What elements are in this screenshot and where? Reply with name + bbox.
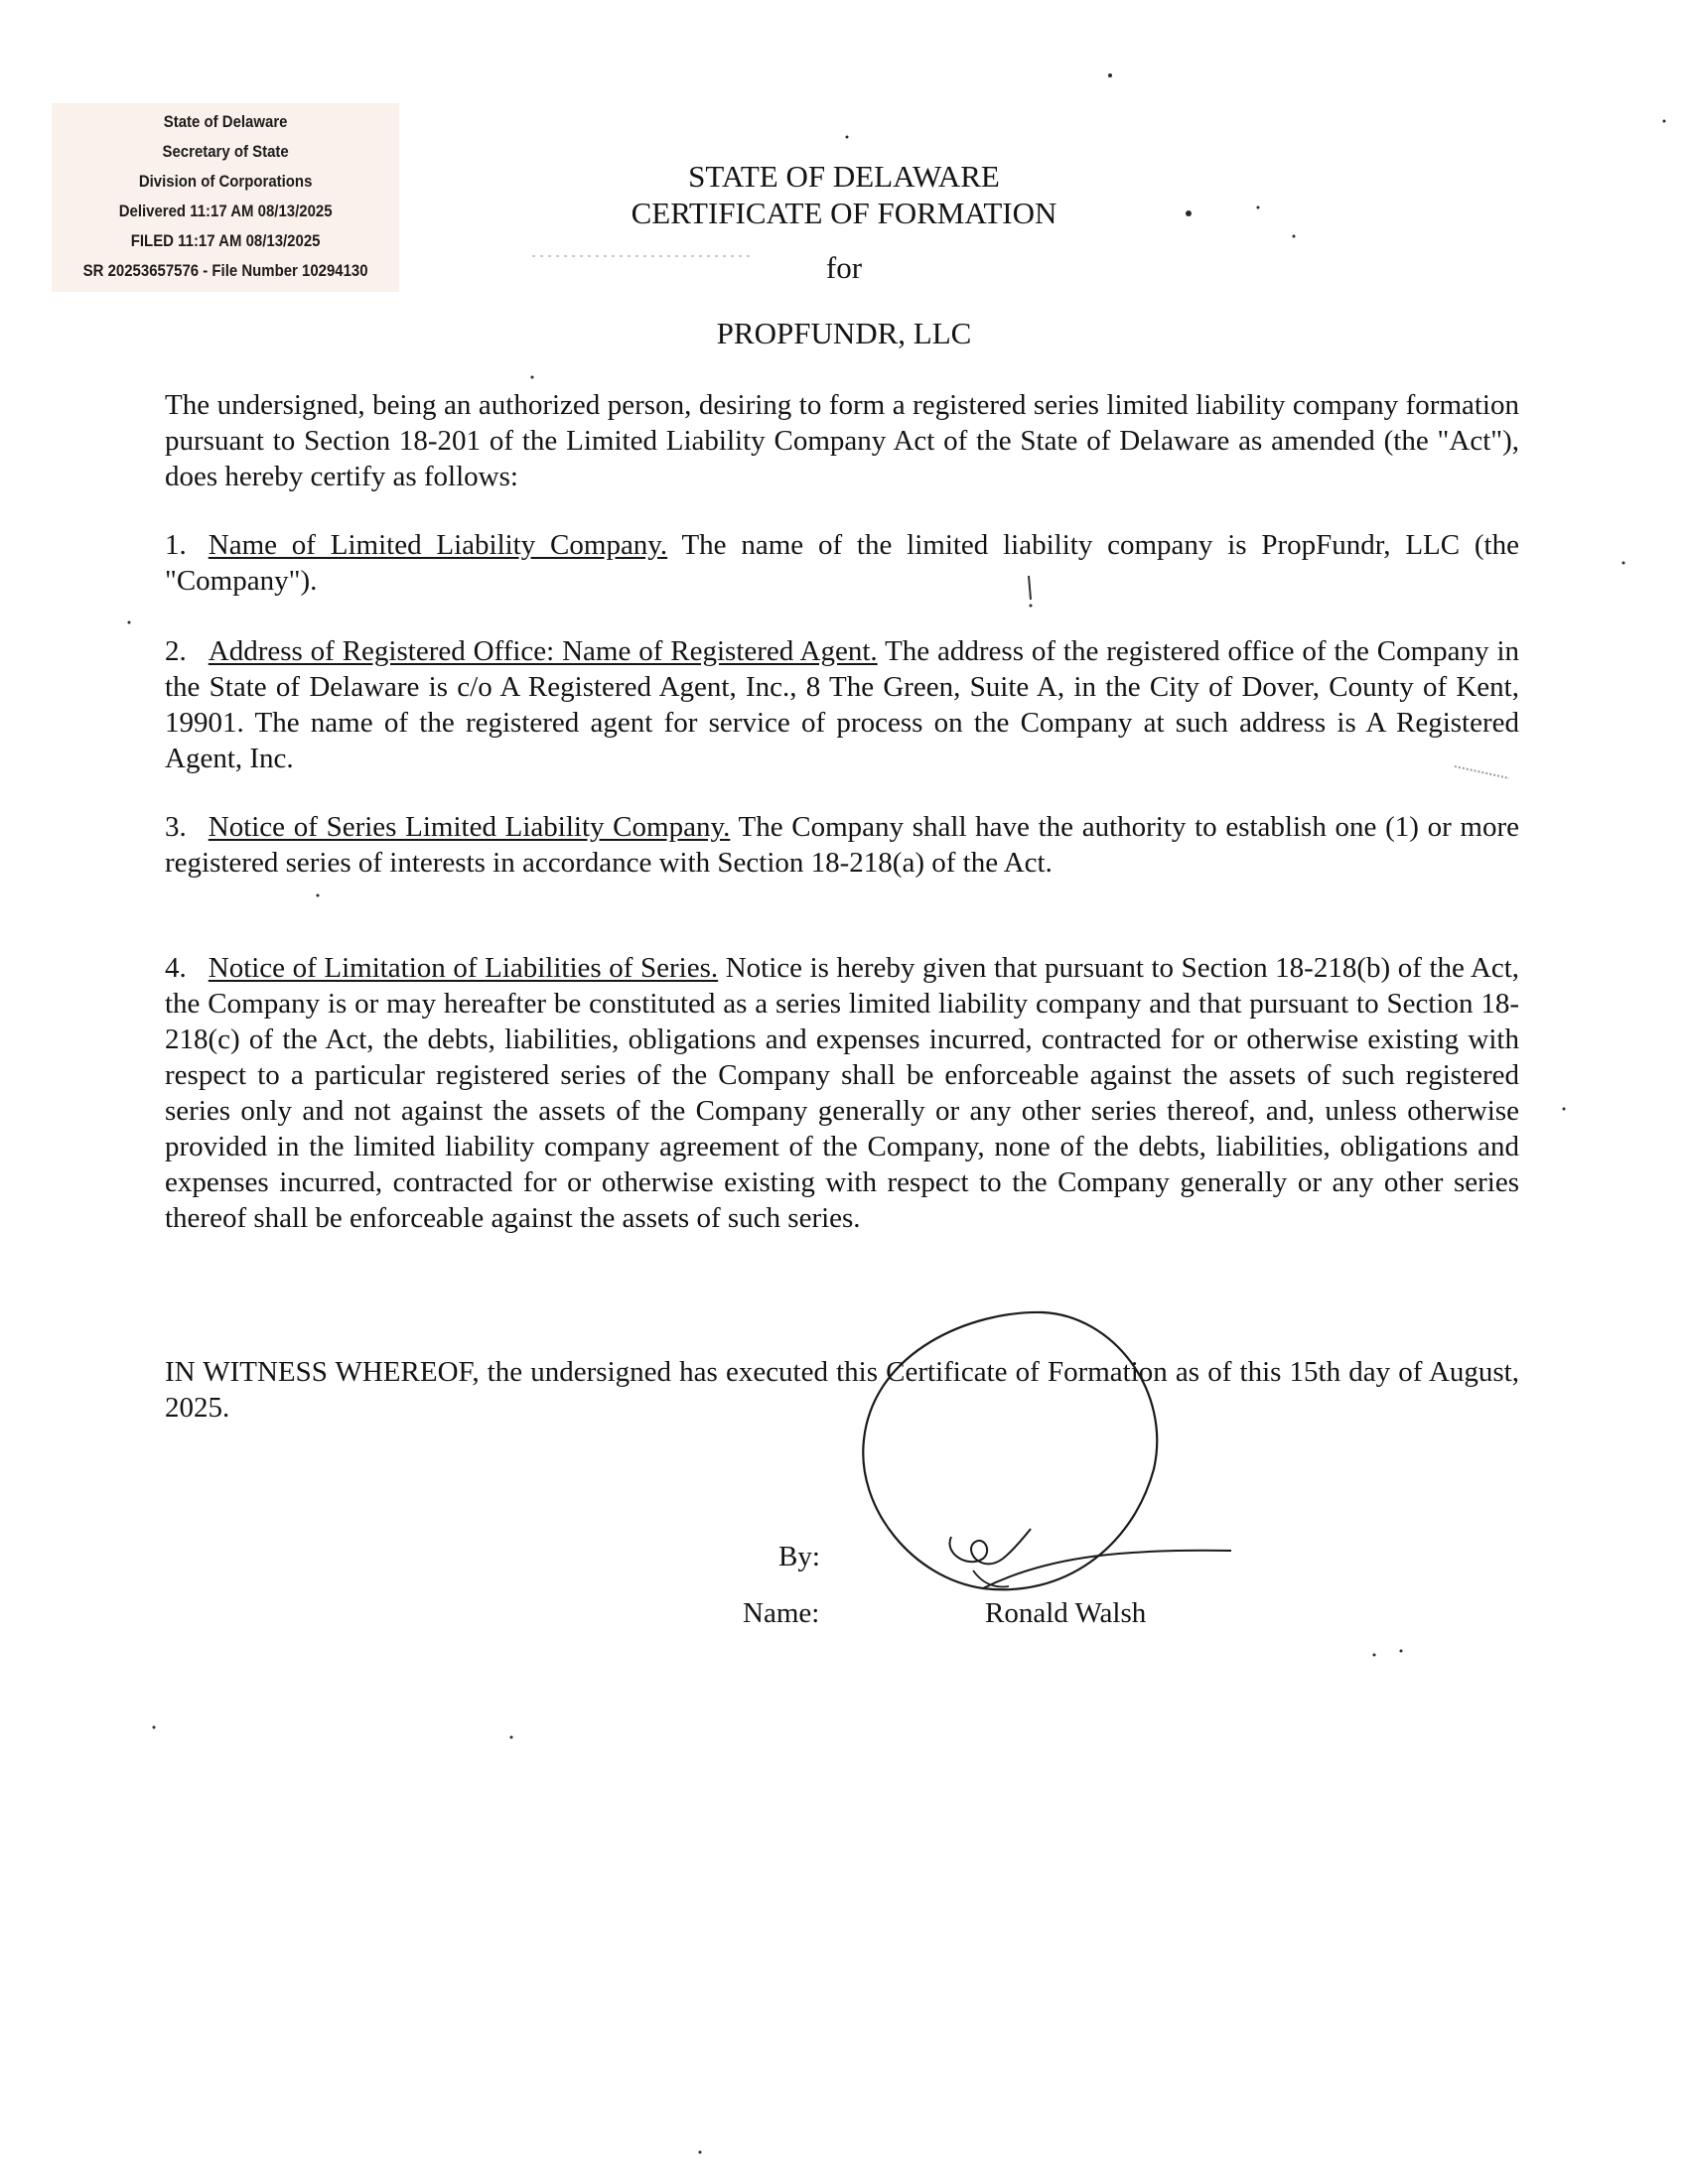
section-heading: Name of Limited Liability Company.	[208, 529, 668, 561]
section-heading: Notice of Series Limited Liability Company.	[208, 811, 731, 843]
handwritten-signature	[834, 1291, 1251, 1618]
company-name-heading: PROPFUNDR, LLC	[716, 316, 972, 350]
doc-title: CERTIFICATE OF FORMATION	[631, 196, 1057, 230]
section-text: The address of the registered office of the Company in the State of Delaware is c/o A Registered Agent, Inc., 8 The Green, Suite A, in the City of Dover, County of Kent, 19901. The name of the registered agent for service of process on the Company at such address is A Registered Agent, Inc.	[165, 635, 1519, 774]
section-heading: Address of Registered Office: Name of Registered Agent.	[208, 635, 878, 667]
intro-paragraph: The undersigned, being an authorized person, desiring to form a registered series limited liability company formation pursuant to Section 18-201 of the Limited Liability Company Act of the State of Delaware as amended (the "Act"), does hereby certify as follows:	[165, 389, 1519, 492]
stamp-line-delivered: Delivered 11:17 AM 08/13/2025	[118, 202, 333, 220]
name-label: Name:	[743, 1597, 820, 1629]
witness-paragraph: IN WITNESS WHEREOF, the undersigned has executed this Certificate of Formation as of this 15th day of August, 2025.	[165, 1356, 1519, 1424]
section-text: Notice is hereby given that pursuant to Section 18-218(b) of the Act, the Company is or may hereafter be constituted as a series limited liability company and that pursuant to Section 18-218(c) of the Act, the debts, liabilities, obligations and expenses incurred, contracted for or otherwise existing with respect to a particular registered series of the Company shall be enforceable against the assets of such registered series only and not against the assets of the Company generally or any other series thereof, and, unless otherwise provided in the limited liability company agreement of the Company, none of the debts, liabilities, obligations and expenses incurred, contracted for or otherwise existing with respect to the Company generally or any other series thereof shall be enforceable against the assets of such series.	[165, 952, 1519, 1234]
section-text: The name of the limited liability company is PropFundr, LLC (the "Company").	[165, 529, 1519, 597]
by-label: By:	[778, 1541, 820, 1572]
stamp-line-division: Division of Corporations	[138, 172, 313, 191]
stamp-line-file-number: SR 20253657576 - File Number 10294130	[82, 261, 368, 280]
stamp-line-filed: FILED 11:17 AM 08/13/2025	[130, 231, 321, 250]
section-heading: Notice of Limitation of Liabilities of Series.	[208, 952, 719, 984]
filing-stamp	[52, 103, 399, 292]
section-text: The Company shall have the authority to establish one (1) or more registered series of interests in accordance with Section 18-218(a) of the Act.	[165, 811, 1519, 879]
section-number: 4.	[165, 952, 187, 984]
section-1	[165, 527, 1519, 599]
section-4	[165, 950, 1519, 1236]
section-3	[165, 809, 1519, 881]
doc-for: for	[825, 250, 863, 285]
signer-name: Ronald Walsh	[985, 1597, 1147, 1629]
doc-state-heading: STATE OF DELAWARE	[688, 159, 1000, 194]
section-number: 1.	[165, 529, 187, 561]
section-2	[165, 633, 1519, 776]
section-number: 3.	[165, 811, 187, 843]
stamp-line-secretary: Secretary of State	[162, 142, 289, 161]
stamp-line-state: State of Delaware	[163, 112, 288, 131]
section-number: 2.	[165, 635, 187, 667]
